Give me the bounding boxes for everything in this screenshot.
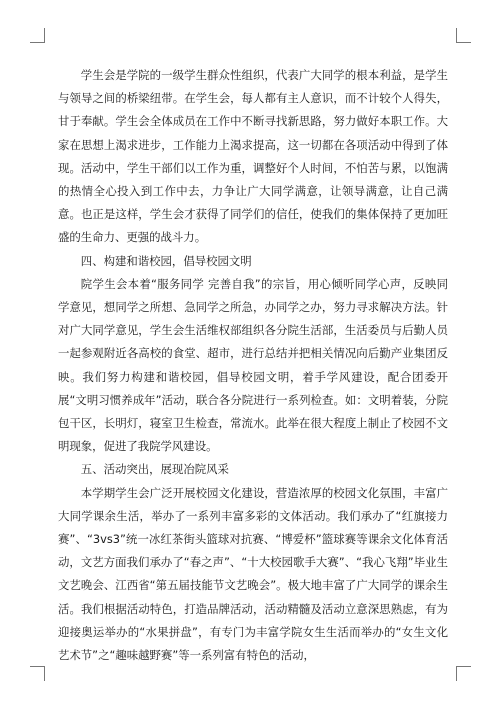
crop-mark-bottom-right [456, 666, 471, 681]
paragraph-student-union-intro: 学生会是学院的一级学生群众性组织，代表广大同学的根本利益，是学生与领导之间的桥梁纽带。在学生会，每人都有主人意识，而不计较个人得失，甘于奉献。学生会全体成员在工作中不断寻找新思路，努力做好本职工作。大家在思想上渴求进步，工作能力上渴求提高，这一切都在各项活动中得到了体现。活动中，学生干部们以工作为重，调整好个人时间，不怕苦与累，以饱满的热情全心投入到工作中去，力争让广大同学满意，让领导满意，让自己满意。也正是这样，学生会才获得了同学们的信任，使我们的集体保持了更加旺盛的生命力、更强的战斗力。 [58, 68, 448, 245]
section-heading-4: 四、构建和谐校园，倡导校园文明 [80, 253, 252, 268]
crop-mark-top-right [456, 28, 471, 43]
section-heading-5: 五、活动突出，展现冶院风采 [80, 462, 229, 477]
document-body [58, 64, 448, 667]
paragraph-activities: 本学期学生会广泛开展校园文化建设，营造浓厚的校园文化氛围，丰富广大同学课余生活，举办了一系列丰富多彩的文体活动。我们承办了“红旗接力赛”、“3vs3”统一冰红茶街头篮球对抗赛、“博爱杯”篮球赛等课余文化体育活动，文艺方面我们承办了“春之声”、“十大校园歌手大赛”、“我心飞翔”毕业生文艺晚会、江西省“第五届技能节文艺晚会”。极大地丰富了广大同学的课余生活。我们根据活动特色，打造品牌活动，活动精髓及活动立意深思熟虑，有为迎接奥运举办的“水果拼盘”，有专门为丰富学院女生生活而举办的“女生文化艺术节”之“趣味越野赛”等一系列富有特色的活动， [58, 485, 448, 663]
crop-mark-bottom-left [30, 666, 45, 681]
crop-mark-top-left [30, 28, 45, 43]
paragraph-harmonious-campus: 院学生会本着“服务同学 完善自我”的宗旨，用心倾听同学心声，反映同学意见，想同学之所想、急同学之所急，办同学之办，努力寻求解决方法。针对广大同学意见，学生会生活维权部组织各分院生活部，生活委员与后勤人员一起参观附近各高校的食堂、超市，进行总结并把相关情况向后勤产业集团反映。我们努力构建和谐校园，倡导校园文明，着手学风建设，配合团委开展“文明习惯养成年”活动，联合各分院进行一系列检查。如：文明着装，分院包干区，长明灯，寝室卫生检查，常流水。此举在很大程度上制止了校园不文明现象，促进了我院学风建设。 [58, 276, 448, 454]
